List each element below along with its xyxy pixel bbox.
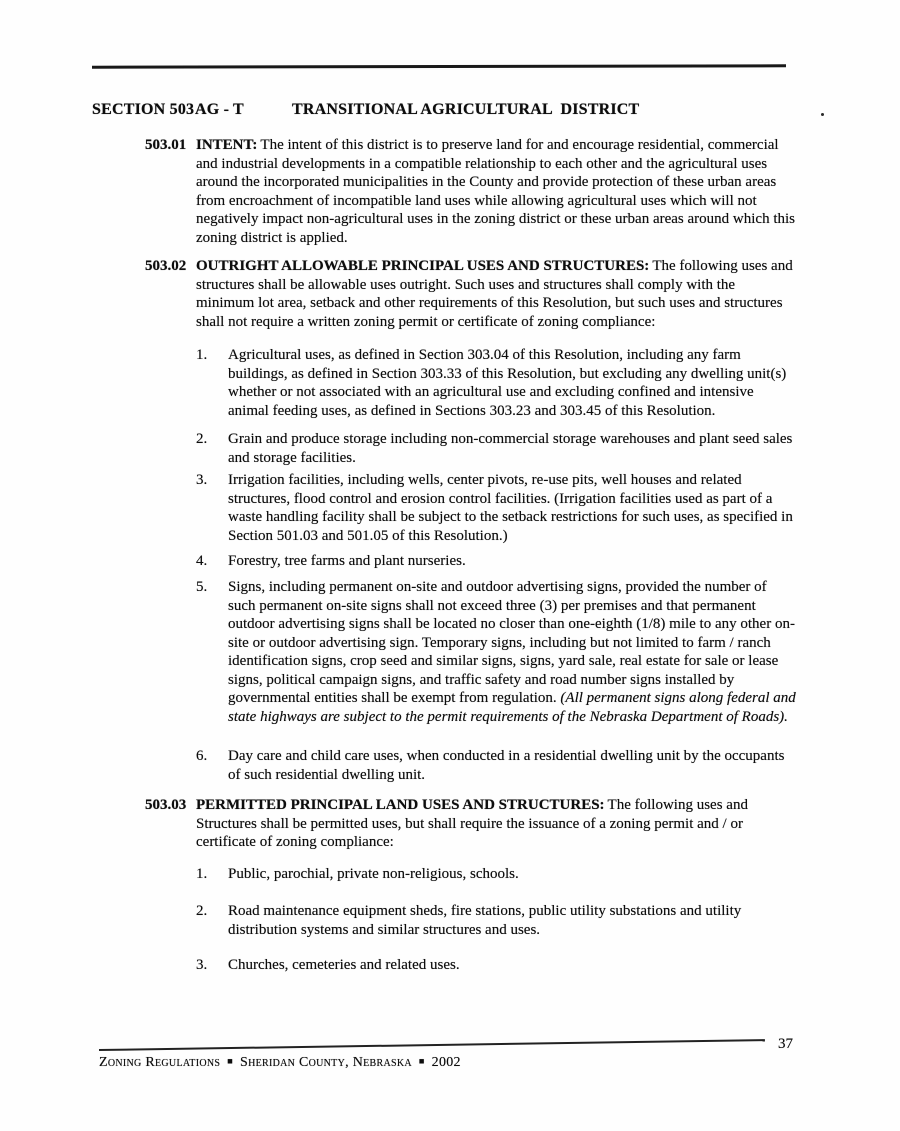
item-number: 4. [196, 553, 208, 569]
clause-503-01 [145, 136, 797, 247]
top-horizontal-rule [92, 64, 786, 68]
clause-text [196, 136, 797, 247]
district-code: AG - T [195, 101, 244, 118]
page-number: 37 [778, 1036, 793, 1052]
list-item-503-02-1 [196, 346, 797, 420]
item-number: 6. [196, 748, 208, 764]
clause-number: 503.01 [145, 137, 187, 153]
clause-text [196, 257, 797, 331]
district-title: TRANSITIONAL AGRICULTURAL DISTRICT [292, 101, 640, 118]
item-text: Grain and produce storage including non-commercial storage warehouses and plant seed sales and storage facilities. [228, 431, 793, 466]
item-text: Public, parochial, private non-religious, schools. [228, 866, 519, 882]
section-number: SECTION 503 [92, 101, 195, 118]
list-item-503-03-3 [196, 956, 797, 975]
footer-horizontal-rule [99, 1039, 765, 1051]
clause-503-03 [145, 796, 797, 852]
clause-number: 503.03 [145, 797, 187, 813]
list-item-503-02-3 [196, 471, 797, 545]
list-item-503-02-2 [196, 430, 797, 467]
item-number: 2. [196, 903, 208, 919]
footer-year: 2002 [431, 1055, 461, 1070]
list-item-503-03-1 [196, 865, 797, 884]
clause-text [196, 796, 797, 852]
item-text: Road maintenance equipment sheds, fire stations, public utility substations and utility distribution systems and similar structures and uses. [228, 903, 742, 938]
section-heading [92, 101, 639, 119]
footer [99, 1055, 461, 1071]
clause-label: PERMITTED PRINCIPAL LAND USES AND STRUCTURES: [196, 797, 605, 813]
clause-body: The following uses and structures shall be allowable uses outright. Such uses and structures shall comply with the minimum lot area, setback and other requirements of this Resolution, but such uses and structures shall not require a written zoning permit or certificate of zoning compliance: [196, 258, 793, 330]
footer-county: Sheridan County, Nebraska [239, 1055, 412, 1070]
item-text: Agricultural uses, as defined in Section 303.04 of this Resolution, including any farm buildings, as defined in Section 303.33 of this Resolution, but excluding any dwelling unit(s) whether or not associated with an agricultural use and excluding confined and intensive animal feeding uses, as defined in Sections 303.23 and 303.45 of this Resolution. [228, 347, 787, 419]
item-number: 2. [196, 431, 208, 447]
clause-number: 503.02 [145, 258, 187, 274]
item-text [228, 578, 797, 726]
footer-bullet-icon: ■ [418, 1056, 425, 1066]
clause-label: OUTRIGHT ALLOWABLE PRINCIPAL USES AND STRUCTURES: [196, 258, 650, 274]
item-text: Forestry, tree farms and plant nurseries. [228, 553, 466, 569]
item-text: Churches, cemeteries and related uses. [228, 957, 460, 973]
item-body: Signs, including permanent on-site and outdoor advertising signs, provided the number of such permanent on-site signs shall not exceed three (3) per premises and that permanent outdoor advertising signs shall be located no closer than one-eighth (1/8) mile to any other on-site or outdoor advertising sign. Temporary signs, including but not limited to farm / ranch identification signs, crop seed and similar signs, signs, yard sale, real estate for sale or lease signs, political campaign signs, and traffic safety and road number signs installed by governmental entities shall be exempt from regulation. [228, 579, 795, 706]
list-item-503-02-6 [196, 747, 797, 784]
clause-body: The following uses and Structures shall be permitted uses, but shall require the issuance of a zoning permit and / or certificate of zoning compliance: [196, 797, 748, 850]
item-number: 3. [196, 472, 208, 488]
item-text: Day care and child care uses, when conducted in a residential dwelling unit by the occupants of such residential dwelling unit. [228, 748, 785, 783]
item-number: 5. [196, 579, 208, 595]
item-text: Irrigation facilities, including wells, center pivots, re-use pits, well houses and related structures, flood control and erosion control facilities. (Irrigation facilities used as part of a waste handling facility shall be subject to the setback restrictions for such uses, as specified in Section 501.03 and 501.05 of this Resolution.) [228, 472, 793, 544]
scan-artifact-dot [821, 113, 824, 116]
clause-body: The intent of this district is to preserve land for and encourage residential, commercial and industrial developments in a compatible relationship to each other and the agricultural uses around the incorporated municipalities in the County and provide protection of these urban areas from encroachment of incompatible land uses while allowing agricultural uses which will not negatively impact non-agricultural uses in the zoning district or these urban areas around which this zoning district is applied. [196, 137, 795, 246]
list-item-503-02-4 [196, 552, 797, 571]
list-item-503-03-2 [196, 902, 797, 939]
item-italic-note: (All permanent signs along federal and state highways are subject to the permit requirements of the Nebraska Department of Roads). [228, 690, 796, 725]
item-number: 1. [196, 866, 208, 882]
clause-label: INTENT: [196, 137, 258, 153]
list-item-503-02-5 [196, 578, 797, 726]
item-number: 3. [196, 957, 208, 973]
item-number: 1. [196, 347, 208, 363]
clause-503-02 [145, 257, 797, 331]
footer-bullet-icon: ■ [227, 1056, 233, 1066]
footer-document-title: Zoning Regulations [99, 1055, 221, 1070]
